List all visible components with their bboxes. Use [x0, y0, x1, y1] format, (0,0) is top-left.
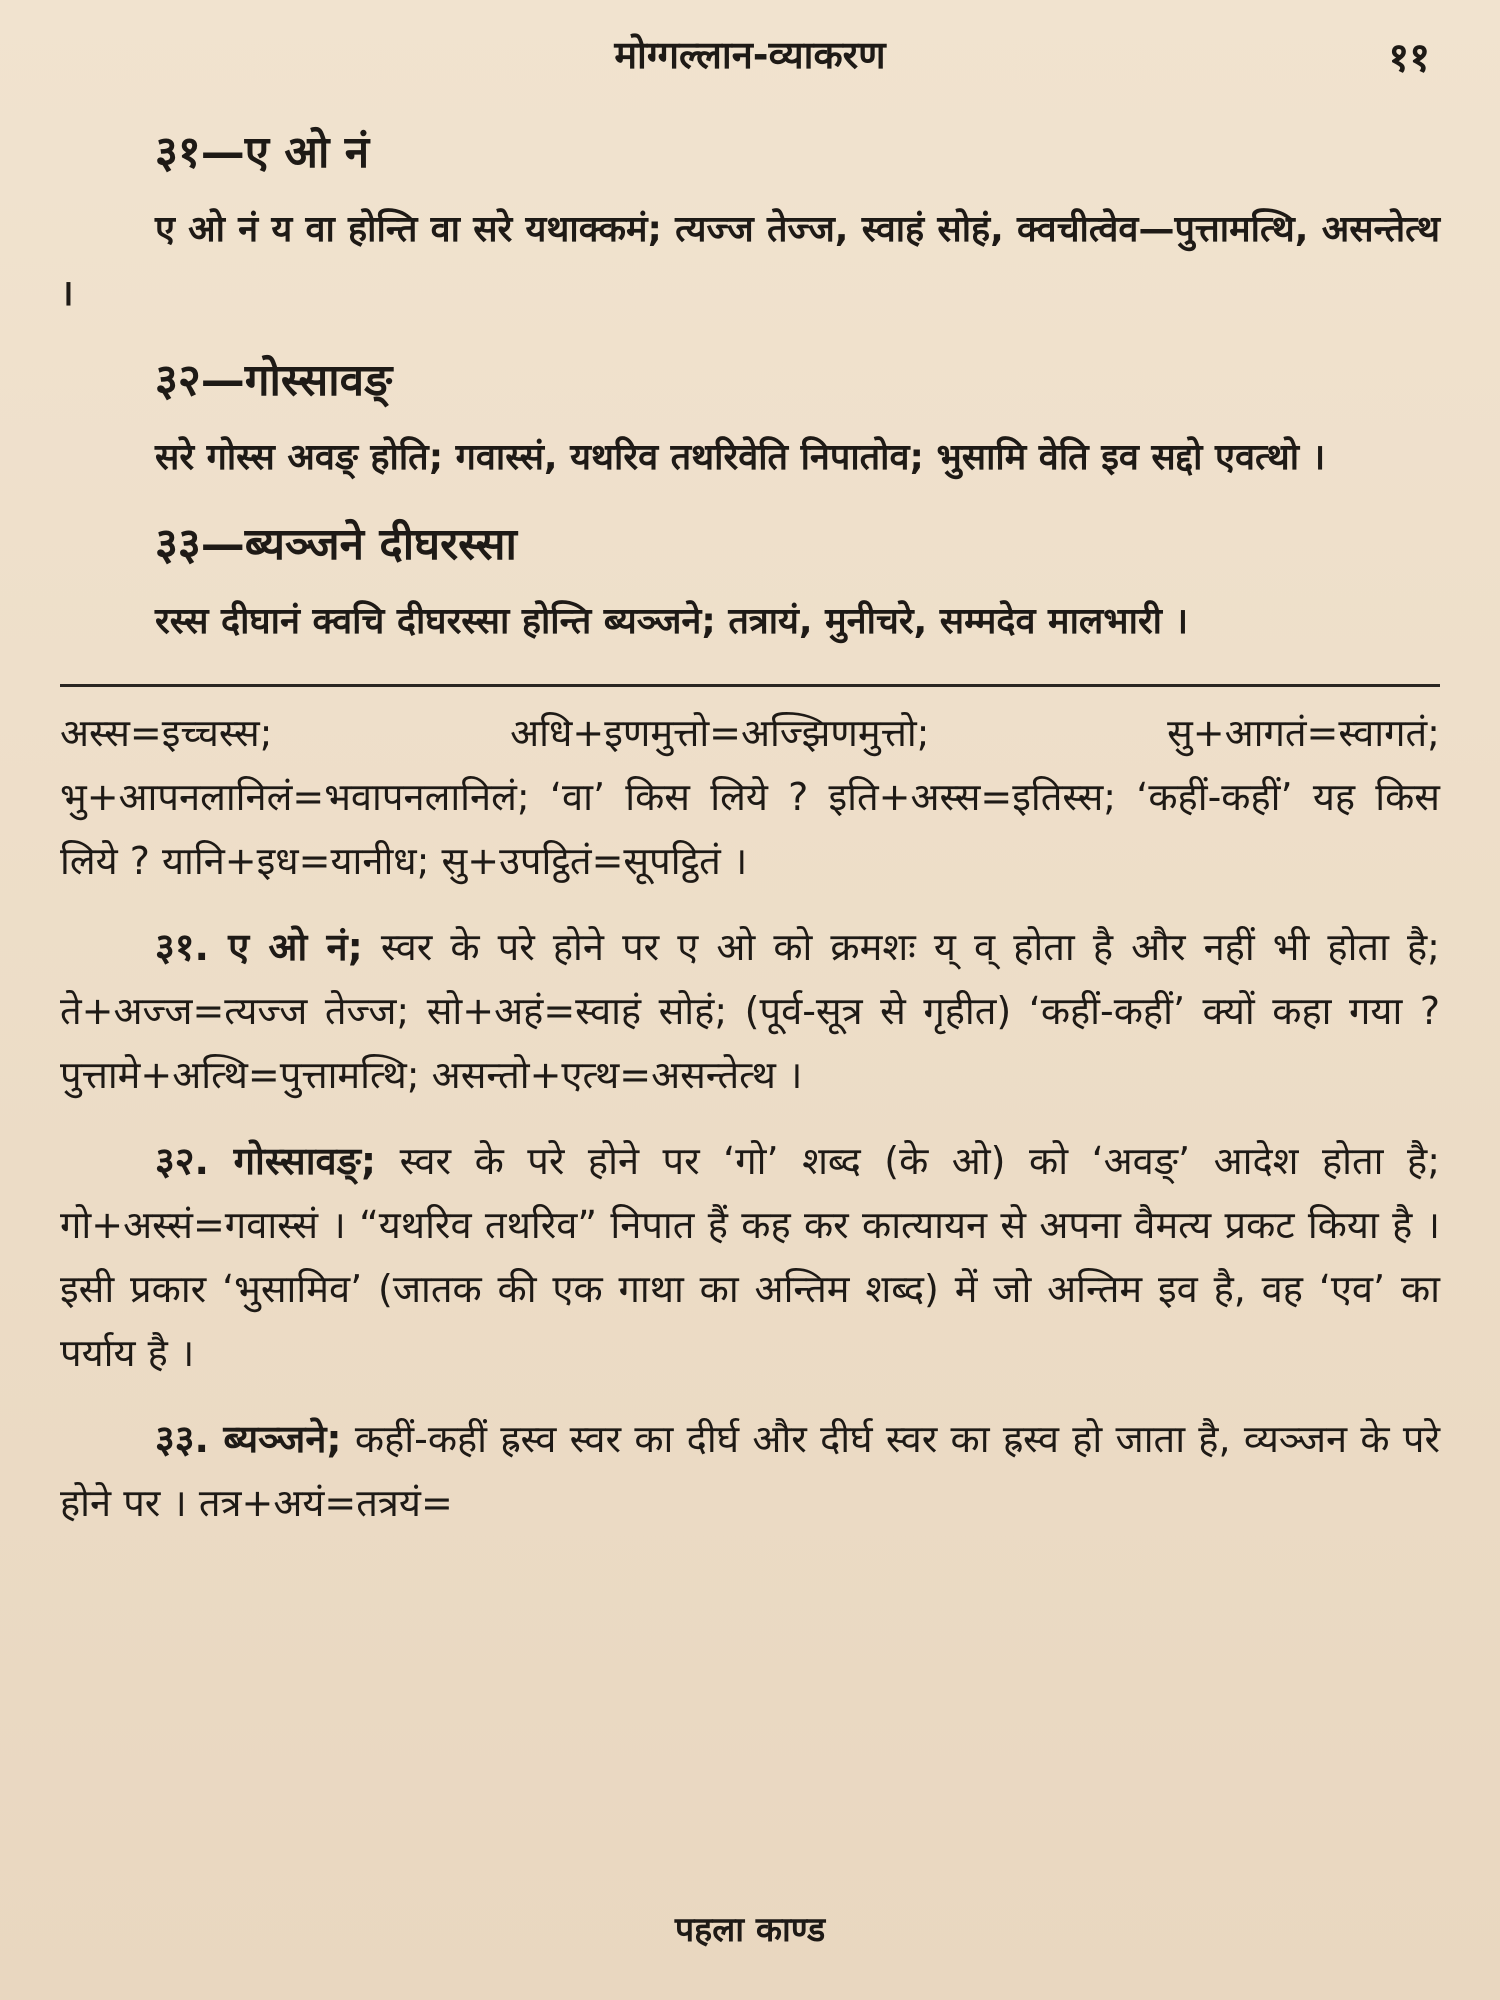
commentary-paragraph: अस्स=इच्चस्स; अधि+इणमुत्तो=अज्झिणमुत्तो; सु+आगतं=स्वागतं; भु+आपनलानिलं=भवापनलानिलं; ‘वा’ किस लिये ? इति+अस्स=इतिस्स; ‘कहीं-कहीं’ यह किस लिये ? यानि+इध=यानीध; सु+उपट्ठितं=सूपट्ठितं । — [60, 711, 1440, 883]
sutra-text: सरे गोस्स अवङ् होति; गवास्सं, यथरिव तथरिवेति निपातोव; भुसामि वेति इव सद्दो एवत्थो । — [155, 437, 1326, 478]
sutra-text: रस्स दीघानं क्वचि दीघरस्सा होन्ति ब्यञ्जने; तत्रायं, मुनीचरे, सम्मदेव मालभारी । — [155, 601, 1189, 642]
sutra-33 — [60, 512, 1440, 654]
commentary-paragraph — [60, 1407, 1440, 1535]
commentary-paragraph — [60, 1129, 1440, 1385]
commentary-text: स्वर के परे होने पर ‘गो’ शब्द (के ओ) को ‘अवङ्’ आदेश होता है; गो+अस्सं=गवास्सं । “यथरिव तथरिव” निपात हैं कह कर कात्यायन से अपना वैमत्य प्रकट किया है । इसी प्रकार ‘भुसामिव’ (जातक की एक गाथा का अन्तिम शब्द) में जो अन्तिम इव है, वह ‘एव’ का पर्याय है । — [60, 1139, 1440, 1375]
sutra-31 — [60, 120, 1440, 326]
section-divider — [60, 684, 1440, 687]
commentary-text: कहीं-कहीं ह्रस्व स्वर का दीर्घ और दीर्घ स्वर का ह्रस्व हो जाता है, व्यञ्जन के परे होने पर । तत्र+अयं=तत्रयं= — [60, 1417, 1440, 1525]
sutra-32 — [60, 348, 1440, 490]
sutra-heading: ३१—ए ओ नं — [155, 127, 370, 178]
sutra-heading: ३२—गोस्सावङ् — [155, 355, 393, 406]
sutra-reference: ३१. ए ओ नं; — [155, 925, 363, 969]
commentary — [60, 701, 1440, 1535]
commentary-paragraph — [60, 915, 1440, 1107]
sutra-reference: ३३. ब्यञ्जने; — [155, 1417, 342, 1461]
commentary-text: स्वर के परे होने पर ए ओ को क्रमशः य् व् होता है और नहीं भी होता है; ते+अज्ज=त्यज्ज तेज्ज; सो+अहं=स्वाहं सोहं; (पूर्व-सूत्र से गृहीत) ‘कहीं-कहीं’ क्यों कहा गया ? पुत्तामे+अत्थि=पुत्तामत्थि; असन्तो+एत्थ=असन्तेत्थ । — [60, 925, 1440, 1097]
page-footer: पहला काण्ड — [674, 1910, 826, 1950]
page-header — [60, 28, 1440, 98]
page-number: ११ — [1388, 35, 1430, 81]
sutra-reference: ३२. गोस्सावङ्; — [155, 1139, 377, 1183]
running-title: मोग्गल्लान-व्याकरण — [614, 33, 886, 77]
sutra-heading: ३३—ब्यञ्जने दीघरस्सा — [155, 519, 517, 570]
sutra-text: ए ओ नं य वा होन्ति वा सरे यथाक्कमं; त्यज्ज तेज्ज, स्वाहं सोहं, क्वचीत्वेव—पुत्तामत्थि, असन्तेत्थ । — [60, 209, 1440, 314]
